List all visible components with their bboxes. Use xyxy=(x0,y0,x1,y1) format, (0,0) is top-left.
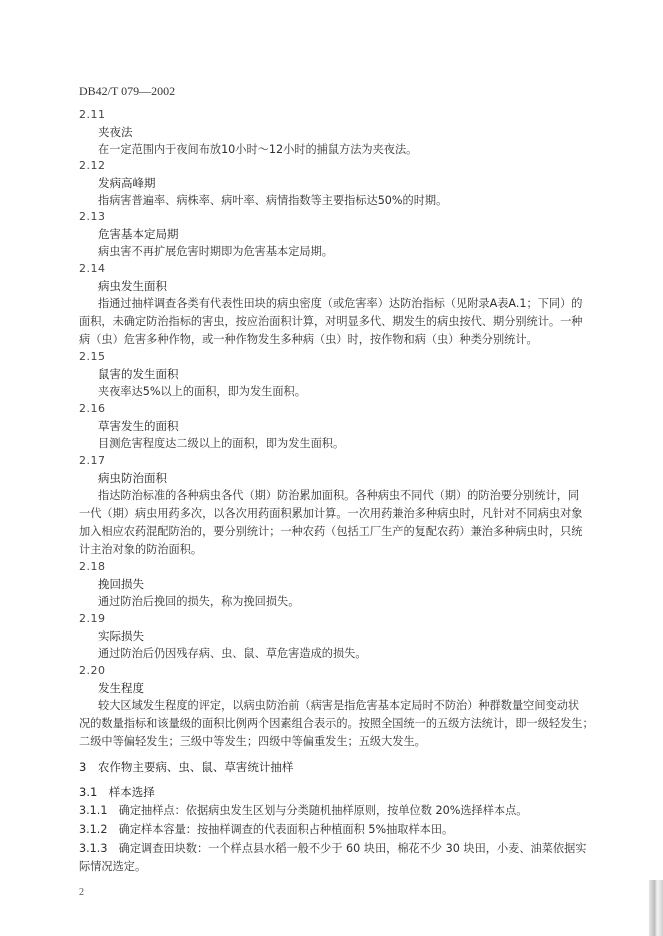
term-title: 发生程度 xyxy=(98,681,144,695)
paragraph-line: 二级中等偏轻发生；三级中等发生；四级中等偏重发生；五级大发生。 xyxy=(79,735,426,748)
paragraph-line: 指达防治标准的各种病虫各代（期）防治累加面积。各种病虫不同代（期）的防治要分别统计，同 xyxy=(98,489,580,502)
standard-code-header: DB42/T 079—2002 xyxy=(79,84,176,98)
clause-number: 2.18 xyxy=(79,560,106,573)
clause-number: 2.14 xyxy=(79,262,106,275)
page-edge-shadow xyxy=(649,880,663,936)
term-title: 危害基本定局期 xyxy=(98,227,179,241)
clause-number: 2.17 xyxy=(79,454,106,467)
paragraph-line: 计主治对象的防治面积。 xyxy=(79,543,203,556)
paragraph-line: 3.1.1 确定抽样点：依据病虫发生区划与分类随机抽样原则，按单位数 20%选择样本点。 xyxy=(79,804,528,817)
clause-number: 2.20 xyxy=(79,664,106,677)
paragraph-line: 在一定范围内于夜间布放10小时～12小时的捕鼠方法为夹夜法。 xyxy=(98,143,418,156)
paragraph-line: 指通过抽样调查各类有代表性田块的病虫密度（或危害率）达防治指标（见附录A表A.1；下同）的 xyxy=(98,297,583,310)
term-title: 草害发生的面积 xyxy=(98,419,179,433)
section-heading: 3 农作物主要病、虫、鼠、草害统计抽样 xyxy=(79,760,294,774)
clause-number: 2.15 xyxy=(79,350,106,363)
paragraph-line: 面积，未确定防治指标的害虫，按应治面积计算，对明显多代、期发生的病虫按代、期分别统计。一种 xyxy=(79,315,583,328)
term-title: 夹夜法 xyxy=(98,125,133,139)
paragraph-line: 病（虫）危害多种作物，或一种作物发生多种病（虫）时，按作物和病（虫）种类分别统计。 xyxy=(79,333,538,346)
clause-number: 2.19 xyxy=(79,612,106,625)
paragraph-line: 一代（期）病虫用药多次，以各次用药面积累加计算。一次用药兼治多种病虫时，凡针对不同病虫对象 xyxy=(79,507,583,520)
paragraph-line: 际情况选定。 xyxy=(79,860,147,873)
paragraph-line: 较大区域发生程度的评定，以病虫防治前（病害是指危害基本定局时不防治）种群数量空间变动状 xyxy=(98,699,580,712)
term-title: 病虫发生面积 xyxy=(98,279,167,293)
paragraph-line: 夹夜率达5%以上的面积，即为发生面积。 xyxy=(98,385,306,398)
clause-number: 2.16 xyxy=(79,402,106,415)
paragraph-line: 通过防治后挽回的损失，称为挽回损失。 xyxy=(98,595,300,608)
term-title: 实际损失 xyxy=(98,629,144,643)
paragraph-line: 通过防治后仍因残存病、虫、鼠、草危害造成的损失。 xyxy=(98,647,367,660)
paragraph-line: 3.1.2 确定样本容量：按抽样调查的代表面积占种植面积 5%抽取样本田。 xyxy=(79,823,454,836)
clause-number: 2.12 xyxy=(79,159,106,172)
paragraph-line: 目测危害程度达二级以上的面积，即为发生面积。 xyxy=(98,437,345,450)
paragraph-line: 3.1.3 确定调查田块数：一个样点县水稻一般不少于 60 块田，棉花不少 30 块田，小麦、油菜依据实 xyxy=(79,842,587,855)
term-title: 挽回损失 xyxy=(98,577,144,591)
term-title: 病虫防治面积 xyxy=(98,471,167,485)
page-number: 2 xyxy=(79,887,84,898)
paragraph-line: 加入相应农药混配防治的，要分别统计；一种农药（包括工厂生产的复配农药）兼治多种病虫时，只统 xyxy=(79,525,583,538)
paragraph-line: 况的数量指标和该量级的面积比例两个因素组合表示的。按照全国统一的五级方法统计，即一级轻发生； xyxy=(79,717,594,730)
term-title: 发病高峰期 xyxy=(98,176,156,190)
section-heading: 3.1 样本选择 xyxy=(79,785,155,799)
clause-number: 2.11 xyxy=(79,108,106,121)
paragraph-line: 病虫害不再扩展危害时期即为危害基本定局期。 xyxy=(98,245,333,258)
term-title: 鼠害的发生面积 xyxy=(98,367,179,381)
paragraph-line: 指病害普遍率、病株率、病叶率、病情指数等主要指标达50%的时期。 xyxy=(98,194,448,207)
clause-number: 2.13 xyxy=(79,210,106,223)
